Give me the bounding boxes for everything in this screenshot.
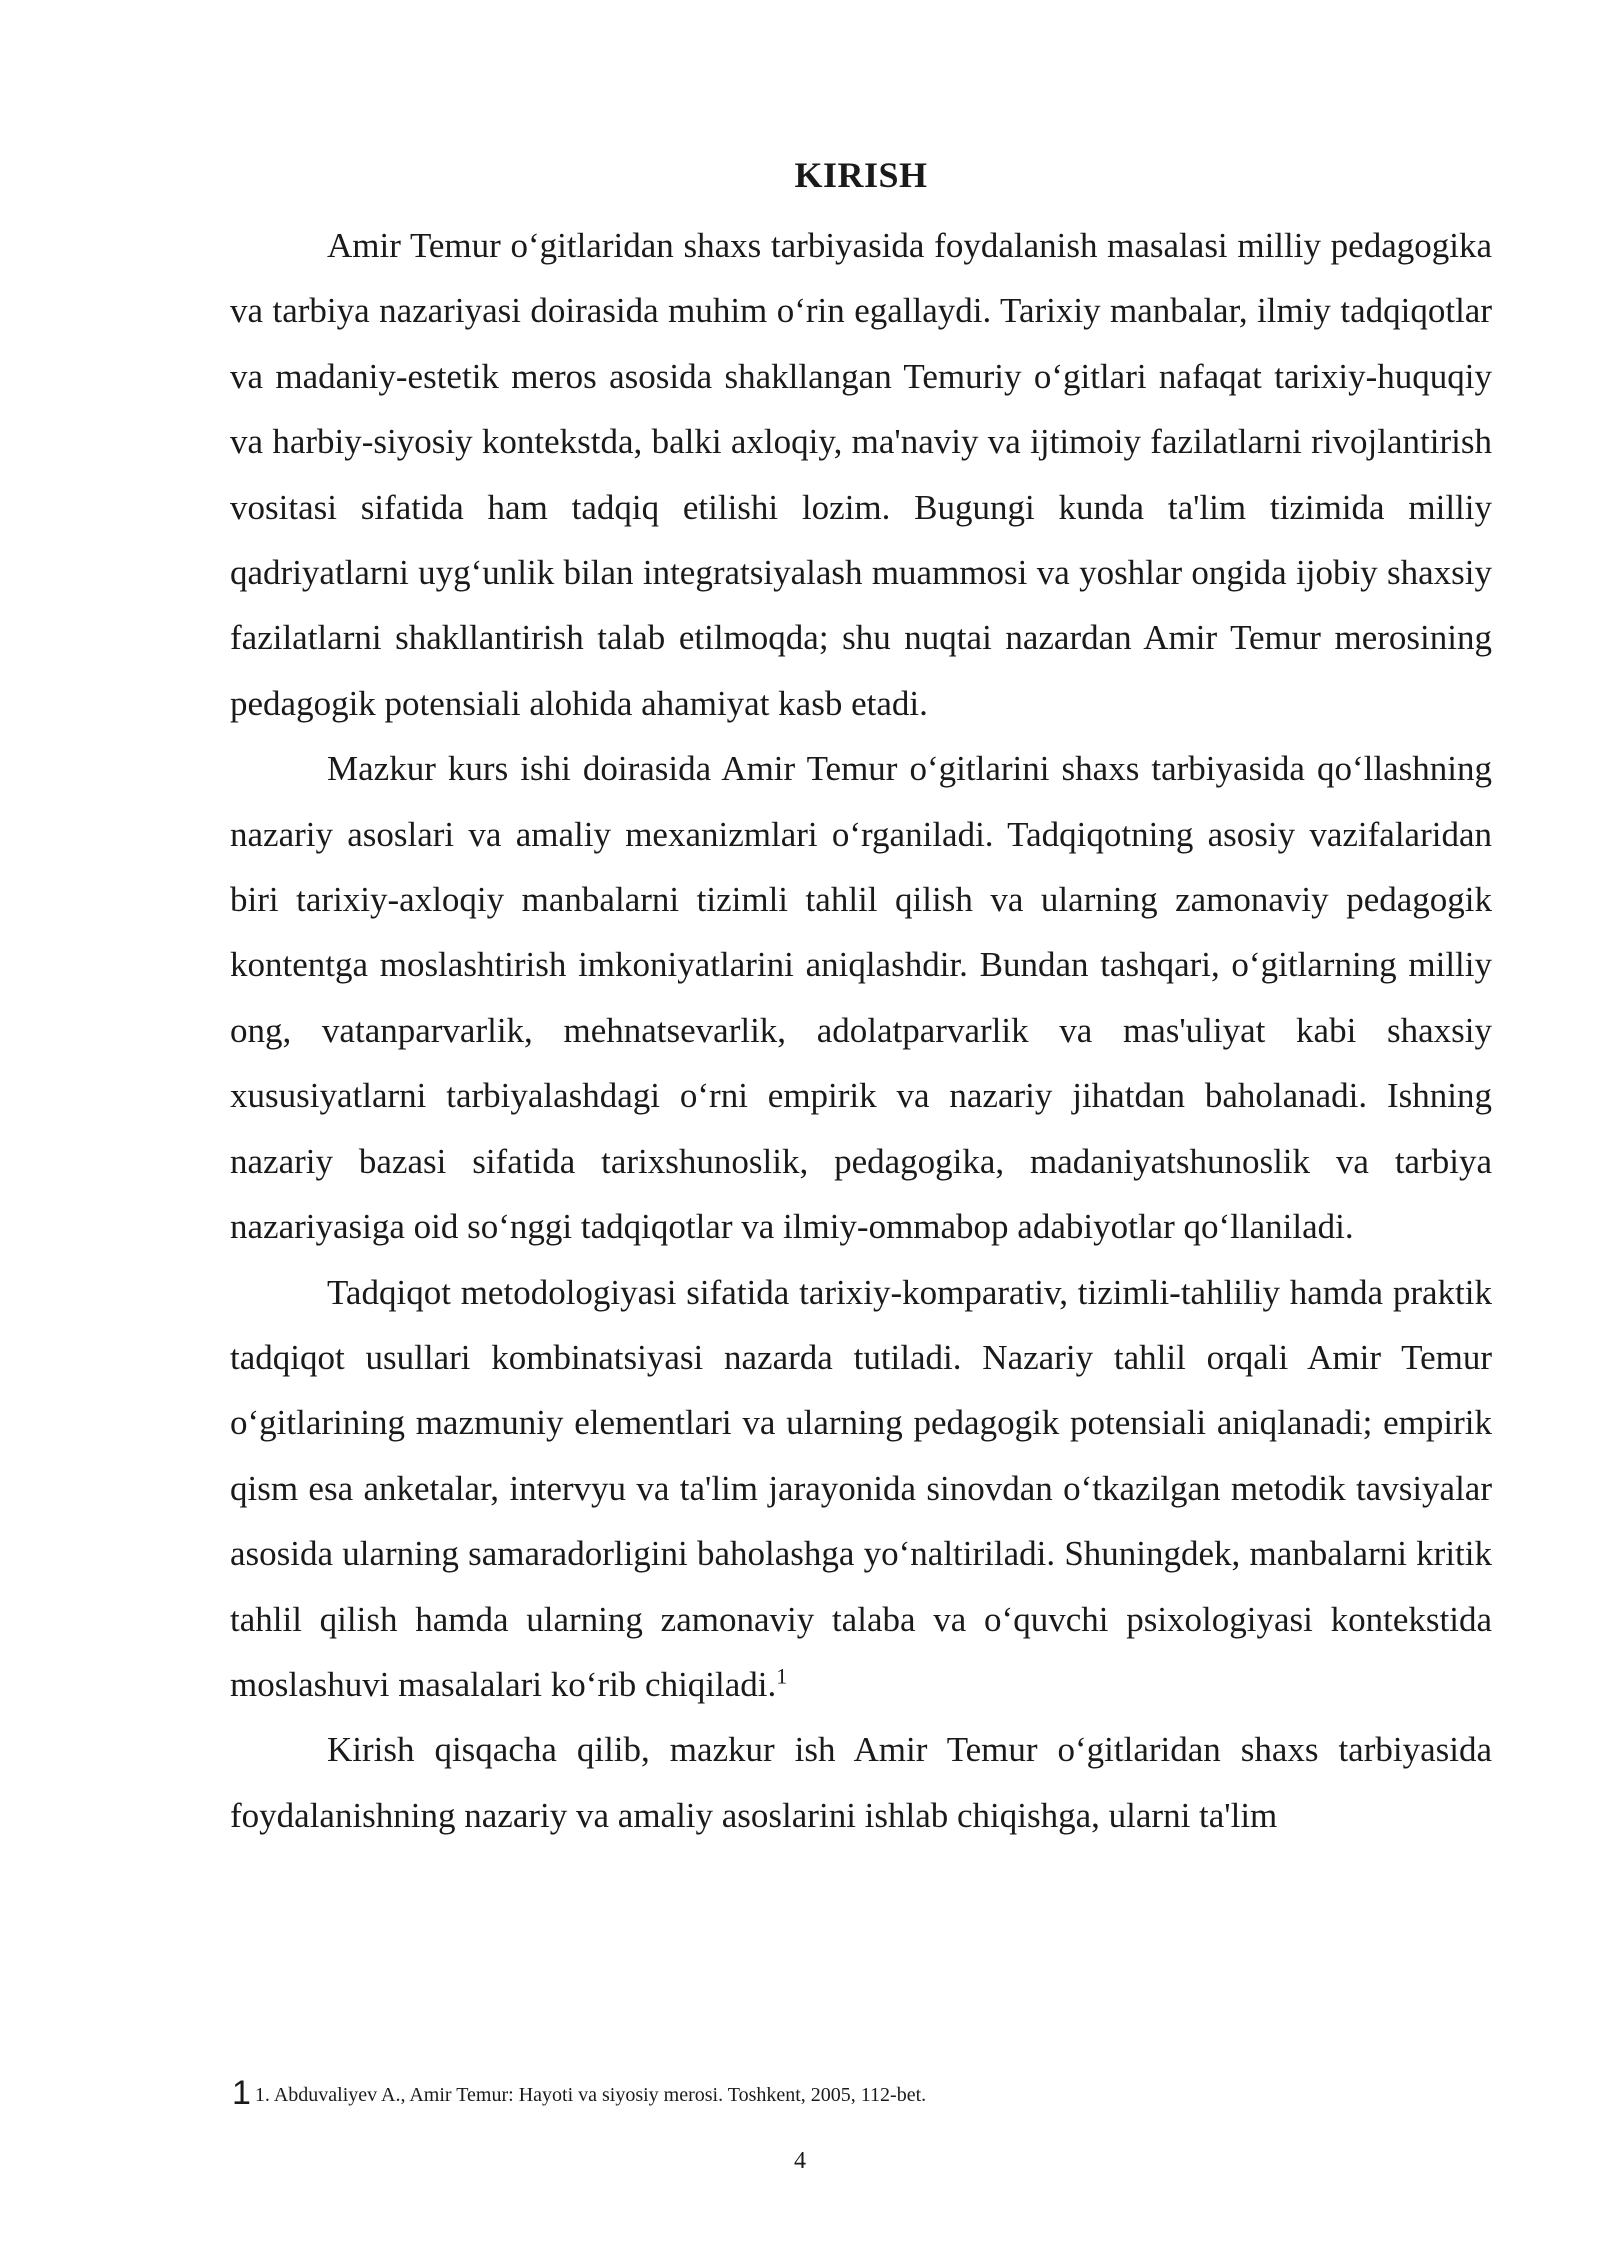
paragraph-2: Mazkur kurs ishi doirasida Amir Temur o‘gitlarini shaxs tarbiyasida qo‘llashning nazariy asoslari va amaliy mexanizmlari o‘rganiladi. Tadqiqotning asosiy vazifalaridan biri tarixiy-axloqiy manbalarni tizimli tahlil qilish va ularning zamonaviy pedagogik kontentga moslashtirish imkoniyatlarini aniqlashdir. Bundan tashqari, o‘gitlarning milliy ong, vatanparvarlik, mehnatsevarlik, adolatparvarlik va mas'uliyat kabi shaxsiy xususiyatlarni tarbiyalashdagi o‘rni empirik va nazariy jihatdan baholanadi. Ishning nazariy bazasi sifatida tarixshunoslik, pedagogika, madaniyatshunoslik va tarbiya nazariyasiga oid so‘nggi tadqiqotlar va ilmiy-ommabop adabiyotlar qo‘llaniladi. (230, 749, 1492, 1247)
paragraph-4: Kirish qisqacha qilib, mazkur ish Amir Temur o‘gitlaridan shaxs tarbiyasida foydalanishning nazariy va amaliy asoslarini ishlab chiqishga, ularni ta'lim (230, 1730, 1492, 1835)
footnote-mark: 1 (232, 2074, 251, 2112)
page-body (230, 145, 1492, 1848)
footnote-text: 1. Abduvaliyev A., Amir Temur: Hayoti va siyosiy merosi. Toshkent, 2005, 112-bet. (254, 2084, 927, 2106)
footnote (232, 2074, 1494, 2112)
paragraph-1: Amir Temur o‘gitlaridan shaxs tarbiyasida foydalanish masalasi milliy pedagogika va tarbiya nazariyasi doirasida muhim o‘rin egallaydi. Tarixiy manbalar, ilmiy tadqiqotlar va madaniy-estetik meros asosida shakllangan Temuriy o‘gitlari nafaqat tarixiy-huquqiy va harbiy-siyosiy kontekstda, balki axloqiy, ma'naviy va ijtimoiy fazilatlarni rivojlantirish vositasi sifatida ham tadqiq etilishi lozim. Bugungi kunda ta'lim tizimida milliy qadriyatlarni uyg‘unlik bilan integratsiyalash muammosi va yoshlar ongida ijobiy shaxsiy fazilatlarni shakllantirish talab etilmoqda; shu nuqtai nazardan Amir Temur merosining pedagogik potensiali alohida ahamiyat kasb etadi. (230, 226, 1492, 723)
footnote-reference[interactable]: 1 (776, 1663, 788, 1689)
page-number: 4 (794, 2148, 806, 2174)
paragraph-3-text: Tadqiqot metodologiyasi sifatida tarixiy-komparativ, tizimli-tahliliy hamda praktik tadqiqot usullari kombinatsiyasi nazarda tutiladi. Nazariy tahlil orqali Amir Temur o‘gitlarining mazmuniy elementlari va ularning pedagogik potensiali aniqlanadi; empirik qism esa anketalar, intervyu va ta'lim jarayonida sinovdan o‘tkazilgan metodik tavsiyalar asosida ularning samaradorligini baholashga yo‘naltiriladi. Shuningdek, manbalarni kritik tahlil qilish hamda ularning zamonaviy talaba va o‘quvchi psixologiyasi kontekstida moslashuvi masalalari ko‘rib chiqiladi. (230, 1272, 1492, 1704)
page-title: KIRISH (794, 155, 928, 195)
paragraph-3 (230, 1260, 1492, 1718)
